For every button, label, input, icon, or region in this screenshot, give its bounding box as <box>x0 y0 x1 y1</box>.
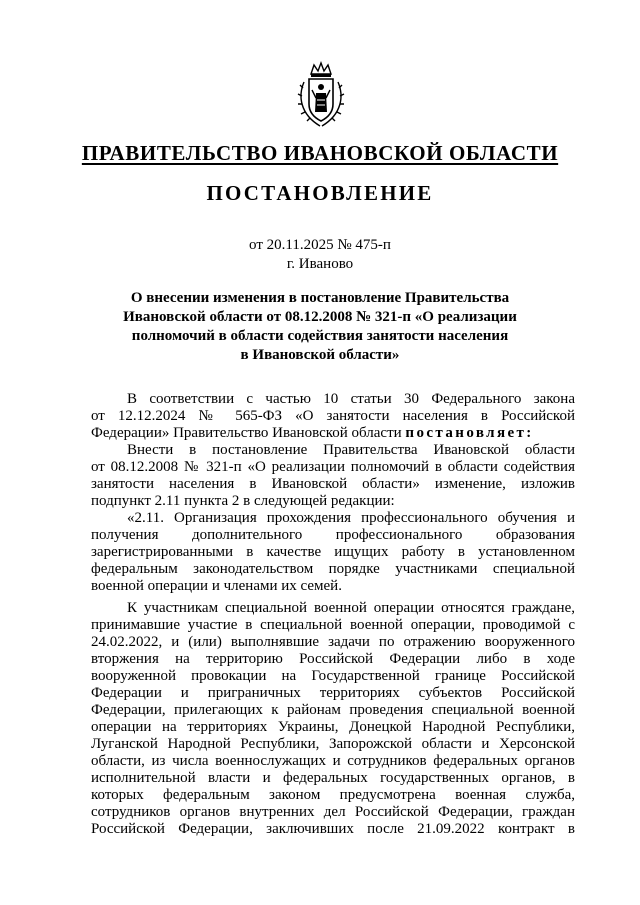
body-line: 24.02.2022, и (или) выполнявшие задачи по отражению вооруженного <box>91 634 575 650</box>
body-line: Луганской Народной Республики, Запорожской области и Херсонской <box>91 736 575 752</box>
resolution-prefix: Федерации» Правительство Ивановской области <box>91 425 406 441</box>
coat-of-arms-icon <box>296 60 346 130</box>
body-line: подпункт 2.11 пункта 2 в следующей редакции: <box>91 493 395 509</box>
body-line: «2.11. Организация прохождения профессионального обучения и <box>127 510 575 526</box>
body-line: Российской Федерации, заключивших после 21.09.2022 контракт в <box>91 821 575 837</box>
body-line: зарегистрированными в качестве ищущих работу в установленном <box>91 544 575 560</box>
body-line: вооруженной провокации на Государственной границе Российской <box>91 668 575 684</box>
body-line-resolution <box>91 425 575 442</box>
document-heading <box>0 289 640 365</box>
body-line: В соответствии с частью 10 статьи 30 Федерального закона <box>127 391 575 407</box>
body-line: занятости населения в Ивановской области» изменение, изложив <box>91 476 575 492</box>
heading-line: Ивановской области от 08.12.2008 № 321-п «О реализации <box>123 309 517 325</box>
body-line: принимавшие участие в специальной военной операции, проводимой с <box>91 617 575 633</box>
date-number: от 20.11.2025 № 475-п <box>249 237 391 253</box>
heading-line: в Ивановской области» <box>240 347 400 363</box>
body-line: от 08.12.2008 № 321-п «О реализации полномочий в области содействия <box>91 459 575 475</box>
body-line: сотрудников органов внутренних дел Российской Федерации, граждан <box>91 804 575 820</box>
body-line: федеральным законодательством порядке участниками специальной <box>91 561 575 577</box>
heading-line: полномочий в области содействия занятости населения <box>131 328 509 344</box>
body-line: Внести в постановление Правительства Ивановской области <box>127 442 575 458</box>
body-line: области, из числа военнослужащих и сотрудников федеральных органов <box>91 753 575 769</box>
body-line: операции на территориях Украины, Донецкой Народной Республики, <box>91 719 575 735</box>
body-line: военной операции и членами их семей. <box>91 578 342 594</box>
city: г. Иваново <box>286 256 354 272</box>
body-line: исполнительной власти и федеральных государственных органов, в <box>91 770 575 786</box>
body-line: Федерации и приграничных территориях субъектов Российской <box>91 685 575 701</box>
body-line: от 12.12.2024 № 565-ФЗ «О занятости населения в Российской <box>91 408 575 424</box>
body-line: вторжения на территорию Российской Федерации либо в ходе <box>91 651 575 667</box>
resolution-keyword: постановляет: <box>405 425 534 441</box>
body-line: которых федеральным законом предусмотрена военная служба, <box>91 787 575 803</box>
body-line: получения дополнительного профессионального образования <box>91 527 575 543</box>
document-body <box>91 391 575 838</box>
body-line: К участникам специальной военной операции относятся граждане, <box>127 600 575 616</box>
government-title: ПРАВИТЕЛЬСТВО ИВАНОВСКОЙ ОБЛАСТИ <box>81 141 559 165</box>
body-line: Федерации, прилегающих к районам проведения специальной военной <box>91 702 575 718</box>
document-type: ПОСТАНОВЛЕНИЕ <box>206 181 434 205</box>
heading-line: О внесении изменения в постановление Правительства <box>130 290 510 306</box>
